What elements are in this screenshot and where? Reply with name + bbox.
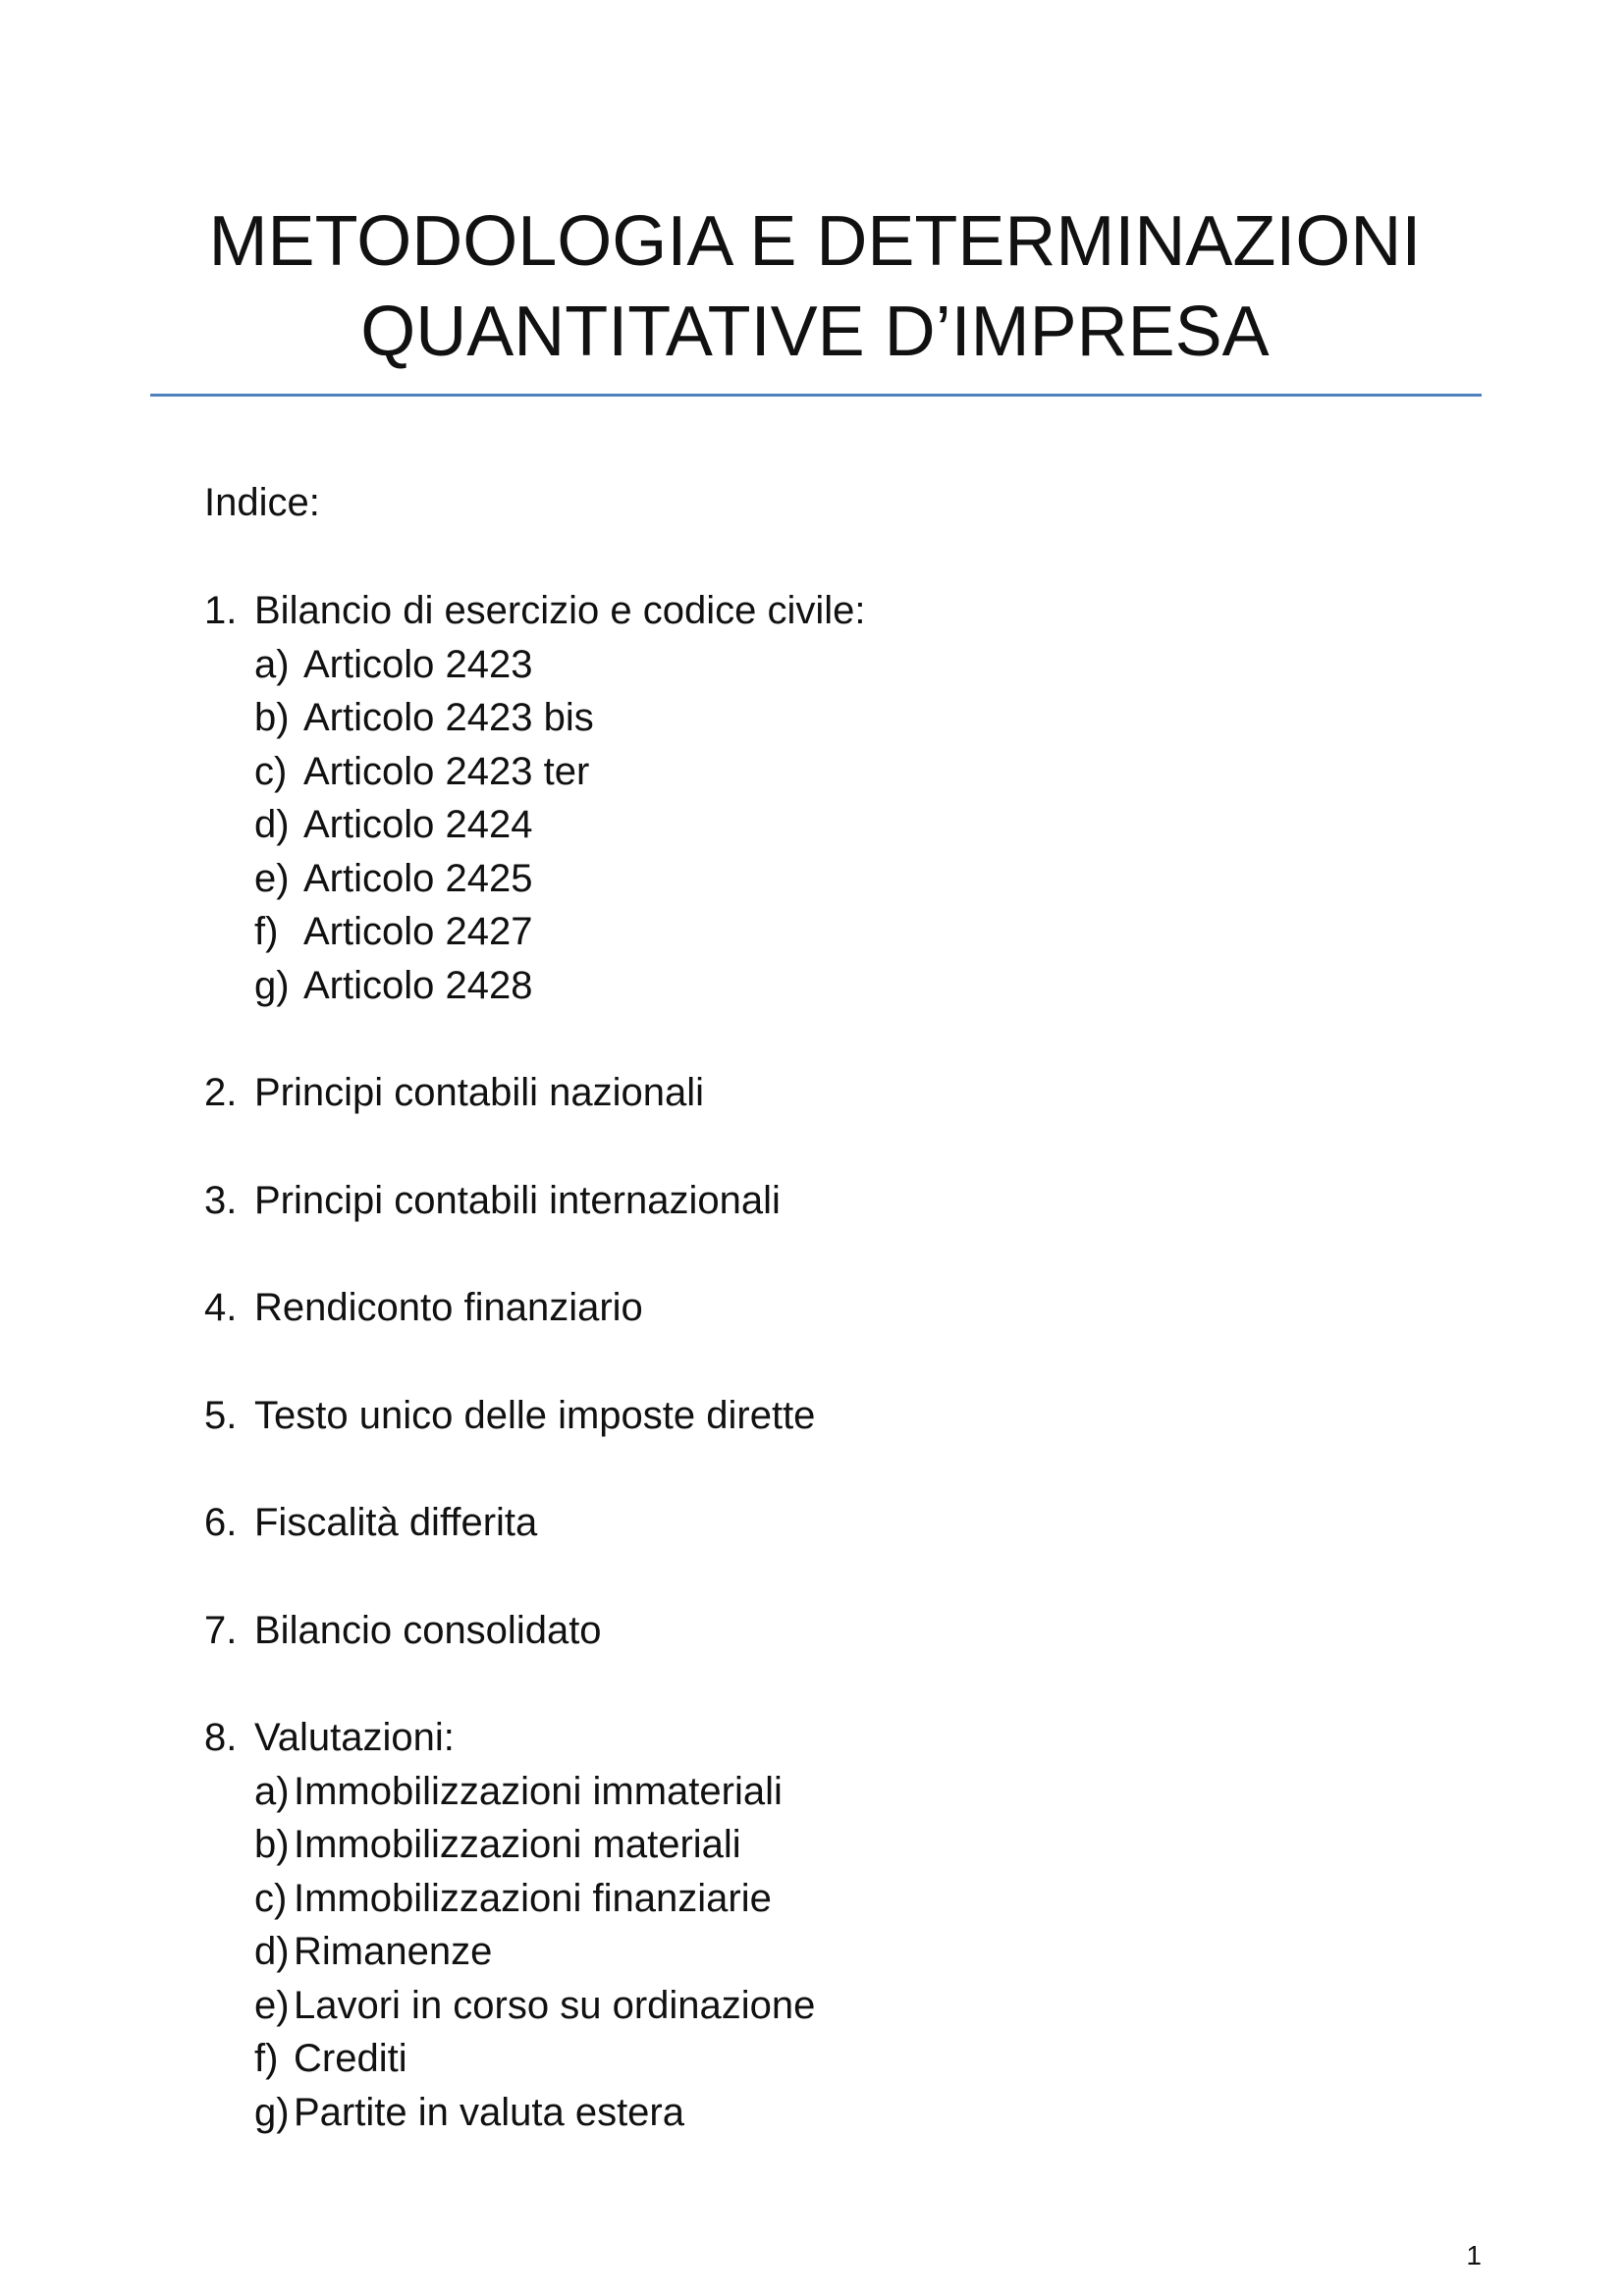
toc-subitem-text: Immobilizzazioni immateriali [294, 1769, 783, 1813]
toc-subitem-text: Rimanenze [294, 1930, 493, 1973]
toc-section-3 [204, 1174, 1481, 1228]
toc-subitem-text: Lavori in corso su ordinazione [294, 1983, 816, 2027]
toc-subitem [254, 1925, 1481, 1979]
document-title [147, 196, 1483, 377]
title-divider [150, 394, 1482, 397]
toc-section-1 [204, 584, 1481, 638]
toc-section-number: 5. [204, 1393, 238, 1437]
title-line-1: METODOLOGIA E DETERMINAZIONI [208, 202, 1422, 281]
toc-subitem [254, 1765, 1481, 1819]
toc-section-number: 1. [204, 589, 238, 632]
toc-subitem [254, 2086, 1481, 2140]
toc-section-title: Rendiconto finanziario [254, 1286, 643, 1329]
toc-subitem-label: g) [254, 2090, 290, 2134]
toc-subitem-text: Articolo 2423 [303, 642, 533, 686]
toc-subitem [254, 691, 1481, 745]
toc-section-6 [204, 1496, 1481, 1550]
toc-section-title: Testo unico delle imposte dirette [254, 1393, 816, 1437]
toc-subitem-text: Articolo 2425 [303, 856, 533, 900]
toc-subitem [254, 2032, 1481, 2086]
toc-section-number: 2. [204, 1071, 238, 1114]
toc-subitem-label: e) [254, 856, 290, 900]
toc-section-number: 4. [204, 1286, 238, 1329]
toc-subitem [254, 745, 1481, 799]
toc-subitem-text: Partite in valuta estera [294, 2090, 684, 2134]
toc-section-8 [204, 1711, 1481, 1765]
toc-section-number: 3. [204, 1178, 238, 1222]
toc-subitem-text: Crediti [294, 2037, 407, 2080]
toc-section-title: Fiscalità differita [254, 1501, 538, 1544]
toc-section-title: Valutazioni: [254, 1716, 455, 1759]
toc-subitem-text: Articolo 2427 [303, 910, 533, 953]
toc-section-7 [204, 1604, 1481, 1658]
toc-subitem-label: e) [254, 1983, 290, 2027]
toc-subitem [254, 798, 1481, 852]
toc-subitem [254, 905, 1481, 959]
toc-subitem [254, 1872, 1481, 1926]
toc-section-title: Principi contabili nazionali [254, 1071, 705, 1114]
toc-section-number: 6. [204, 1501, 238, 1544]
toc-subitem-label: f) [254, 910, 279, 953]
toc-subitem [254, 1979, 1481, 2033]
toc-section-5 [204, 1389, 1481, 1443]
toc-subitem-label: a) [254, 642, 290, 686]
toc-subitem-label: d) [254, 803, 290, 846]
toc-subitem-label: a) [254, 1769, 290, 1813]
toc-subitem-label: b) [254, 696, 290, 739]
title-line-2: QUANTITATIVE D’IMPRESA [360, 293, 1270, 371]
table-of-contents [204, 476, 1481, 2139]
toc-subitem [254, 852, 1481, 906]
toc-subitem-label: g) [254, 963, 290, 1007]
toc-section-title: Bilancio consolidato [254, 1608, 602, 1652]
toc-subitem-label: c) [254, 749, 288, 793]
toc-section-number: 7. [204, 1608, 238, 1652]
page-number: 1 [1466, 2240, 1482, 2270]
toc-subitem-label: f) [254, 2037, 279, 2080]
index-label: Indice: [204, 481, 320, 524]
toc-subitem-label: b) [254, 1823, 290, 1866]
toc-section-4 [204, 1281, 1481, 1335]
toc-subitem [254, 959, 1481, 1013]
toc-subitem-label: c) [254, 1876, 288, 1920]
toc-section-number: 8. [204, 1716, 238, 1759]
toc-section-2 [204, 1066, 1481, 1120]
toc-subitem-text: Immobilizzazioni materiali [294, 1823, 741, 1866]
toc-subitem [254, 1818, 1481, 1872]
toc-subitem-text: Immobilizzazioni finanziarie [294, 1876, 772, 1920]
toc-subitem-text: Articolo 2423 bis [303, 696, 594, 739]
toc-section-title: Bilancio di esercizio e codice civile: [254, 589, 866, 632]
toc-subitem-text: Articolo 2423 ter [303, 749, 590, 793]
toc-subitem [254, 638, 1481, 692]
toc-subitem-text: Articolo 2428 [303, 963, 533, 1007]
toc-subitem-label: d) [254, 1930, 290, 1973]
toc-section-title: Principi contabili internazionali [254, 1178, 781, 1222]
toc-subitem-text: Articolo 2424 [303, 803, 533, 846]
